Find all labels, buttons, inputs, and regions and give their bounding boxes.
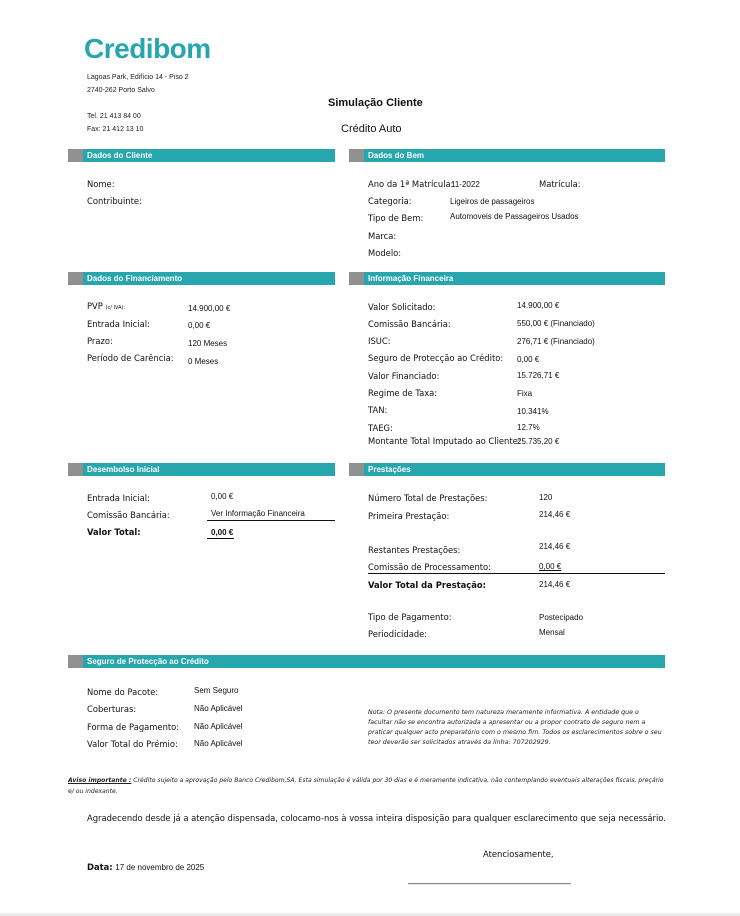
comissao-bancaria-label: Comissão Bancária: [368, 319, 451, 329]
tan-label: TAN: [368, 405, 388, 415]
seguro-nota: Nota: O presente documento tem natureza meramente informativa. A entidade que o facultar não se encontra autorizada a apresentar ou a propor contrato de seguro nem a praticar qualquer acto preparatório com o mesmo fim. Todos os esclarecimentos sobre o seu teor deverão ser solicitados através da linha: 707202929. [368, 709, 662, 746]
address-line2: 2740-262 Porto Salvo [87, 87, 155, 94]
section-desembolso-inicial [68, 463, 335, 476]
page-subtitle: Crédito Auto [341, 123, 402, 135]
telephone: Tel. 21 413 84 00 [87, 113, 141, 120]
valor-financiado-value: 15.726,71 € [517, 371, 560, 380]
agradecimento: Agradecendo desde já a atenção dispensada, colocamo-nos à vossa inteira disposição para qualquer esclarecimento que seja necessário. [87, 813, 666, 823]
tipo-bem-label: Tipo de Bem: [368, 213, 424, 223]
comissao-processamento-label: Comissão de Processamento: [368, 562, 491, 572]
restantes-prestacoes-value: 214,46 € [539, 542, 571, 551]
valor-solicitado-value: 14.900,00 € [517, 301, 560, 310]
tipo-pagamento-value: Postecipado [539, 613, 584, 622]
prestacoes-divider [368, 573, 665, 574]
pvp-label [87, 301, 125, 311]
section-dados-financiamento [68, 272, 335, 285]
desembolso-comissao-value: Ver Informação Financeira [211, 509, 305, 518]
valor-total-prestacao-label: Valor Total da Prestação: [368, 580, 487, 590]
matricula-label: Matrícula: [539, 179, 581, 189]
forma-pagamento-label: Forma de Pagamento: [87, 722, 180, 732]
section-title: Informação Financeira [368, 274, 454, 283]
nome-pacote-label: Nome do Pacote: [87, 687, 159, 697]
section-title: Desembolso Inicial [87, 465, 160, 474]
data-label: Data: [87, 862, 113, 872]
categoria-label: Categoria: [368, 196, 412, 206]
section-title: Dados do Bem [368, 151, 425, 160]
regime-taxa-label: Regime de Taxa: [368, 388, 438, 398]
aviso-text: Crédito sujeito a aprovação pelo Banco Credibom,SA. Esta simulação é válida por 30 dias e é meramente indicativa, não contemplando eventuais alterações fiscais, preçário e/ ou indexante. [68, 777, 664, 795]
data-field [87, 862, 204, 872]
section-dados-bem [349, 149, 665, 162]
isuc-label: ISUC: [368, 336, 391, 346]
section-dados-cliente [68, 149, 335, 162]
entrada-inicial-label: Entrada Inicial: [87, 319, 150, 329]
comissao-processamento-value: 0,00 € [539, 562, 562, 571]
modelo-label: Modelo: [368, 248, 402, 258]
categoria-value: Ligeiros de passageiros [450, 197, 535, 206]
valor-premio-label: Valor Total do Prémio: [87, 739, 178, 749]
ano-matricula-value: 11-2022 [451, 180, 480, 189]
nome-pacote-value: Sem Seguro [194, 686, 239, 695]
pvp-value: 14.900,00 € [188, 304, 231, 313]
valor-premio-value: Não Aplicável [194, 739, 243, 748]
section-prestacoes [349, 463, 665, 476]
valor-total-prestacao-value: 214,46 € [539, 580, 571, 589]
carencia-value: 0 Meses [188, 357, 219, 366]
regime-taxa-value: Fixa [517, 389, 533, 398]
coberturas-value: Não Aplicável [194, 704, 243, 713]
taeg-label: TAEG: [368, 423, 393, 433]
periodicidade-label: Periodicidade: [368, 629, 428, 639]
section-seguro-protecao [68, 655, 665, 668]
isuc-value: 276,71 € (Financiado) [517, 337, 595, 346]
primeira-prestacao-label: Primeira Prestação: [368, 511, 450, 521]
tipo-bem-value: Automoveis de Passageiros Usados [450, 212, 579, 221]
montante-total-label: Montante Total Imputado ao Cliente: [368, 436, 521, 446]
periodicidade-value: Mensal [539, 628, 565, 637]
prazo-label: Prazo: [87, 336, 113, 346]
desembolso-entrada-value: 0,00 € [211, 492, 234, 501]
desembolso-comissao-label: Comissão Bancária: [87, 510, 170, 520]
pvp-note: (c/ IVA): [105, 305, 126, 311]
forma-pagamento-value: Não Aplicável [194, 722, 243, 731]
section-title: Dados do Financiamento [87, 274, 183, 283]
page-title: Simulação Cliente [328, 97, 423, 109]
montante-total-value: 25.735,20 € [517, 437, 560, 446]
aviso-label: Aviso importante : [68, 777, 132, 784]
section-title: Prestações [368, 465, 411, 474]
desembolso-total-value: 0,00 € [211, 528, 234, 537]
pvp-label-text: PVP [87, 301, 103, 311]
desembolso-divider [207, 520, 335, 521]
valor-financiado-label: Valor Financiado: [368, 371, 440, 381]
comissao-bancaria-value: 550,00 € (Financiado) [517, 319, 595, 328]
contribuinte-label: Contribuinte: [87, 196, 142, 206]
marca-label: Marca: [368, 231, 397, 241]
entrada-inicial-value: 0,00 € [188, 321, 211, 330]
data-value: 17 de novembro de 2025 [115, 863, 205, 872]
seguro-protecao-value: 0,00 € [517, 355, 540, 364]
section-title: Seguro de Protecção ao Crédito [87, 657, 209, 666]
desembolso-entrada-label: Entrada Inicial: [87, 493, 150, 503]
valor-solicitado-label: Valor Solicitado: [368, 302, 436, 312]
desembolso-total-underline [207, 538, 234, 539]
primeira-prestacao-value: 214,46 € [539, 510, 571, 519]
coberturas-label: Coberturas: [87, 704, 137, 714]
signature-line: ____________________________________________ [408, 874, 571, 884]
atenciosamente: Atenciosamente, [483, 849, 554, 859]
tipo-pagamento-label: Tipo de Pagamento: [368, 612, 452, 622]
section-title: Dados do Cliente [87, 151, 153, 160]
prazo-value: 120 Meses [188, 339, 228, 348]
desembolso-total-label: Valor Total: [87, 527, 141, 537]
restantes-prestacoes-label: Restantes Prestações: [368, 545, 461, 555]
carencia-label: Período de Carência: [87, 353, 174, 363]
section-informacao-financeira [349, 272, 665, 285]
nome-label: Nome: [87, 179, 115, 189]
numero-prestacoes-value: 120 [539, 493, 553, 502]
tan-value: 10.341% [517, 407, 549, 416]
credibom-logo: Credibom [84, 33, 211, 64]
seguro-protecao-label: Seguro de Protecção ao Crédito: [368, 353, 504, 363]
numero-prestacoes-label: Número Total de Prestações: [368, 493, 488, 503]
fax: Fax: 21 412 13 10 [87, 126, 144, 133]
aviso-importante [68, 776, 666, 797]
taeg-value: 12.7% [517, 423, 540, 432]
ano-matricula-label: Ano da 1ª Matrícula: [368, 179, 454, 189]
address-line1: Lagoas Park, Edifício 14 - Piso 2 [87, 74, 189, 81]
